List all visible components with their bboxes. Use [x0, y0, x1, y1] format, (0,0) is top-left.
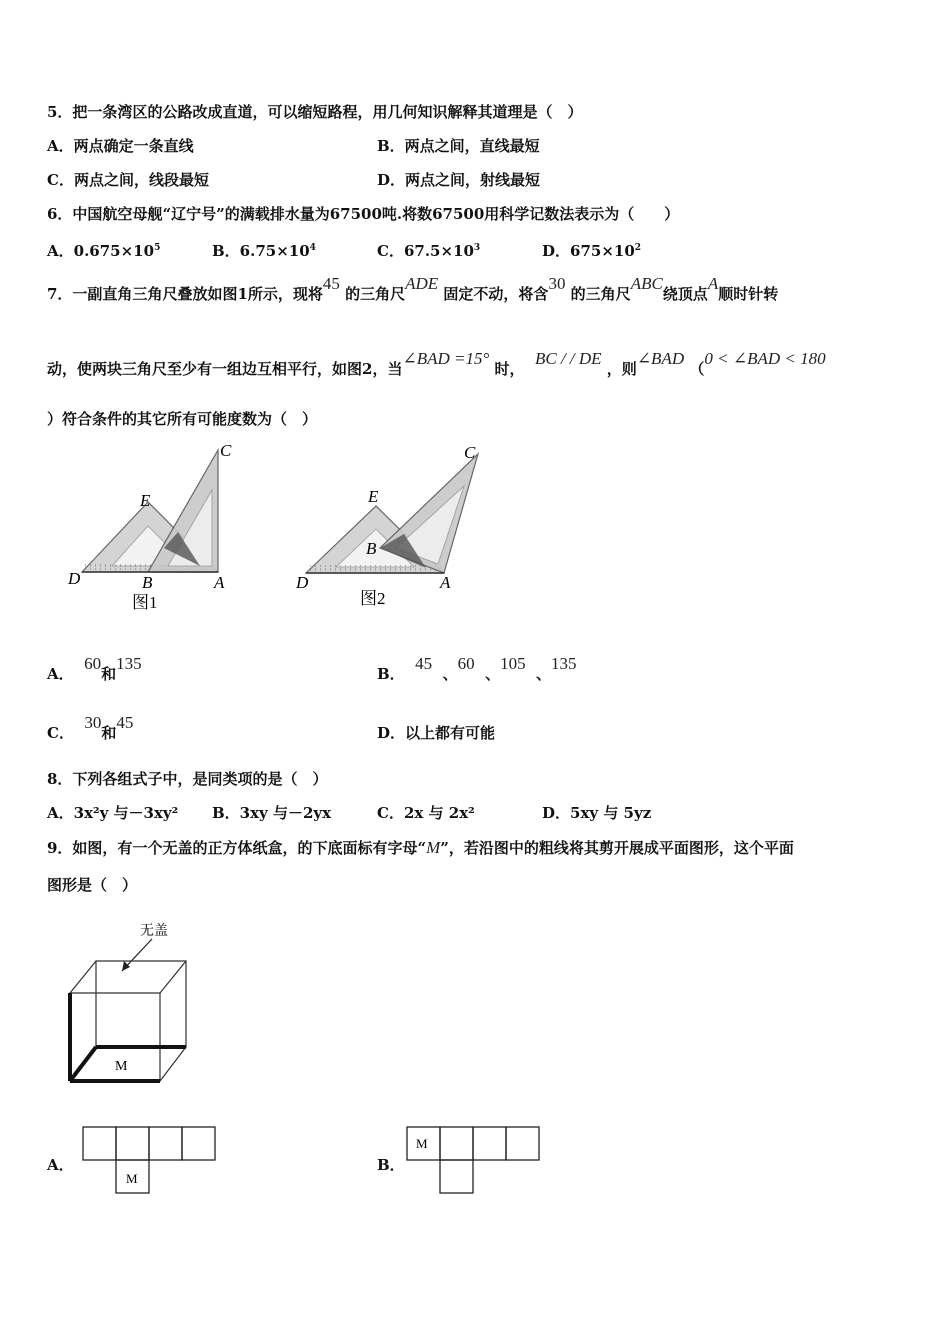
- q7-math-a: A: [707, 274, 719, 293]
- q7-option-b[interactable]: [377, 654, 577, 684]
- q7-c-and: 和: [101, 724, 117, 742]
- q6-c-base: C．67.5×10: [377, 242, 474, 260]
- q7-text: 动，使两块三角尺至少有一组边互相平行，如图2，当: [47, 360, 403, 378]
- figure-1-caption: 图1: [132, 593, 158, 612]
- face-m-label: M: [115, 1059, 128, 1074]
- q8-option-b[interactable]: B．3xy 与－2yx: [212, 804, 332, 822]
- q7-text: 顺时针转: [718, 285, 779, 303]
- q7-math-range: 0 < ∠BAD < 180: [704, 349, 826, 368]
- q9-line2: 图形是（ ）: [47, 876, 138, 894]
- label-b-fig1: B: [142, 573, 153, 592]
- q7-math-ade: ADE: [405, 274, 439, 293]
- figure-1: [67, 441, 272, 612]
- q7-a-label: A．: [47, 665, 74, 683]
- net-b-m-label: M: [416, 1136, 428, 1151]
- q9-net-a[interactable]: [82, 1126, 218, 1198]
- q7-a-and: 和: [101, 665, 117, 683]
- q7-math-angle-15: ∠BAD =15°: [402, 349, 490, 368]
- cube-back-face: [96, 961, 186, 1047]
- q5-option-d[interactable]: D．两点之间，射线最短: [377, 171, 541, 189]
- q7-b-sep: 、: [442, 665, 458, 683]
- q7-c-math-30: 30: [84, 713, 102, 732]
- q9-option-a[interactable]: A．: [47, 1156, 74, 1174]
- q7-line1: [47, 274, 779, 304]
- q7-b-sep: 、: [485, 665, 501, 683]
- q7-text: ，则: [606, 360, 637, 378]
- q7-option-c[interactable]: [47, 713, 134, 743]
- q9-text: 9．如图，有一个无盖的正方体纸盒，的下底面标有字母“: [47, 839, 427, 857]
- q7-b-math-60: 60: [457, 654, 475, 673]
- q7-text: 时，: [494, 360, 525, 378]
- q9-math-m: M: [426, 838, 441, 857]
- arrow-head: [122, 961, 130, 971]
- q7-line2: [47, 349, 826, 379]
- q6-c-exp: 3: [473, 243, 481, 253]
- q7-c-label: C．: [47, 724, 74, 742]
- label-e-fig1: E: [140, 491, 151, 510]
- q7-b-sep: 、: [536, 665, 552, 683]
- q6-option-d[interactable]: [542, 238, 641, 261]
- label-e-fig2: E: [368, 487, 379, 506]
- q7-math-bc-parallel-de: BC / / DE: [534, 349, 602, 368]
- q5-stem: 5．把一条湾区的公路改成直道，可以缩短路程，用几何知识解释其道理是（ ）: [47, 103, 583, 121]
- q7-option-d[interactable]: D．以上都有可能: [377, 724, 496, 742]
- net-b-square: [440, 1160, 473, 1193]
- q7-b-math-45: 45: [415, 654, 433, 673]
- q7-a-math-60: 60: [84, 654, 102, 673]
- q8-option-c[interactable]: C．2x 与 2x²: [377, 804, 475, 822]
- net-b-square: [473, 1127, 506, 1160]
- q6-a-exp: 5: [154, 243, 161, 253]
- q6-stem: 6．中国航空母舰“辽宁号”的满载排水量为67500吨.将数67500用科学记数法表示为（ ）: [47, 205, 680, 223]
- q5-option-a[interactable]: A．两点确定一条直线: [47, 137, 194, 155]
- q9-option-b[interactable]: B．: [377, 1156, 405, 1174]
- label-c-fig2: C: [464, 443, 476, 462]
- q6-a-base: A．0.675×10: [47, 242, 155, 260]
- q7-text: 7．一副直角三角尺叠放如图1所示，现将: [47, 285, 323, 303]
- label-d-fig1: D: [68, 569, 81, 588]
- q7-math-abc: ABC: [630, 274, 663, 293]
- label-a-fig2: A: [440, 573, 451, 592]
- net-a-m-label: M: [126, 1171, 138, 1186]
- q7-b-math-135: 135: [551, 654, 577, 673]
- q8-stem: 8．下列各组式子中，是同类项的是（ ）: [47, 770, 328, 788]
- q6-b-base: B．6.75×10: [212, 242, 310, 260]
- cube-edge: [70, 961, 96, 993]
- q9-cube-figure: [60, 915, 220, 1090]
- q7-text: 绕顶点: [662, 285, 708, 303]
- q7-text: 的三角尺: [345, 285, 406, 303]
- net-a-square: [149, 1127, 182, 1160]
- q6-option-a[interactable]: [47, 238, 160, 261]
- net-a-square: [182, 1127, 215, 1160]
- no-lid-label: 无盖: [140, 924, 168, 939]
- net-b-square: [440, 1127, 473, 1160]
- q6-d-base: D．675×10: [542, 242, 635, 260]
- q7-option-a[interactable]: [47, 654, 142, 684]
- q8-option-a[interactable]: A．3x²y 与－3xy²: [47, 804, 179, 822]
- q7-b-math-105: 105: [500, 654, 526, 673]
- net-a-square: [116, 1127, 149, 1160]
- cube-edge: [160, 961, 186, 993]
- q7-math-30: 30: [548, 274, 566, 293]
- q7-text: 的三角尺: [570, 285, 631, 303]
- q9-text: ”，若沿图中的粗线将其剪开展成平面图形，这个平面: [440, 839, 794, 857]
- q7-line3: ）符合条件的其它所有可能度数为（ ）: [47, 410, 318, 428]
- label-b-fig2: B: [366, 539, 377, 558]
- q6-d-exp: 2: [634, 243, 642, 253]
- q6-option-b[interactable]: [212, 238, 316, 261]
- label-a-fig1: A: [214, 573, 225, 592]
- label-c-fig1: C: [220, 441, 232, 460]
- figure-2: [295, 443, 478, 608]
- cut-line-bottom-left: [70, 1047, 96, 1081]
- q7-math-45: 45: [322, 274, 340, 293]
- q7-b-label: B．: [377, 665, 405, 683]
- q6-option-c[interactable]: [377, 238, 480, 261]
- figure-2-caption: 图2: [360, 589, 386, 608]
- q9-net-b[interactable]: [406, 1126, 542, 1198]
- net-b-square: [506, 1127, 539, 1160]
- q7-math-angle-bad: ∠BAD: [636, 349, 685, 368]
- q5-option-b[interactable]: B．两点之间，直线最短: [377, 137, 540, 155]
- q7-a-math-135: 135: [116, 654, 142, 673]
- net-a-square: [83, 1127, 116, 1160]
- q7-text: 固定不动，将含: [443, 285, 549, 303]
- label-d-fig2: D: [296, 573, 309, 592]
- q7-text: （: [689, 360, 705, 378]
- cube-edge: [160, 1047, 186, 1081]
- q9-line1: [47, 838, 794, 858]
- q7-c-math-45: 45: [116, 713, 134, 732]
- q6-b-exp: 4: [309, 243, 316, 253]
- q7-figures: [60, 436, 500, 616]
- q8-option-d[interactable]: D．5xy 与 5yz: [542, 804, 652, 822]
- q5-option-c[interactable]: C．两点之间，线段最短: [47, 171, 209, 189]
